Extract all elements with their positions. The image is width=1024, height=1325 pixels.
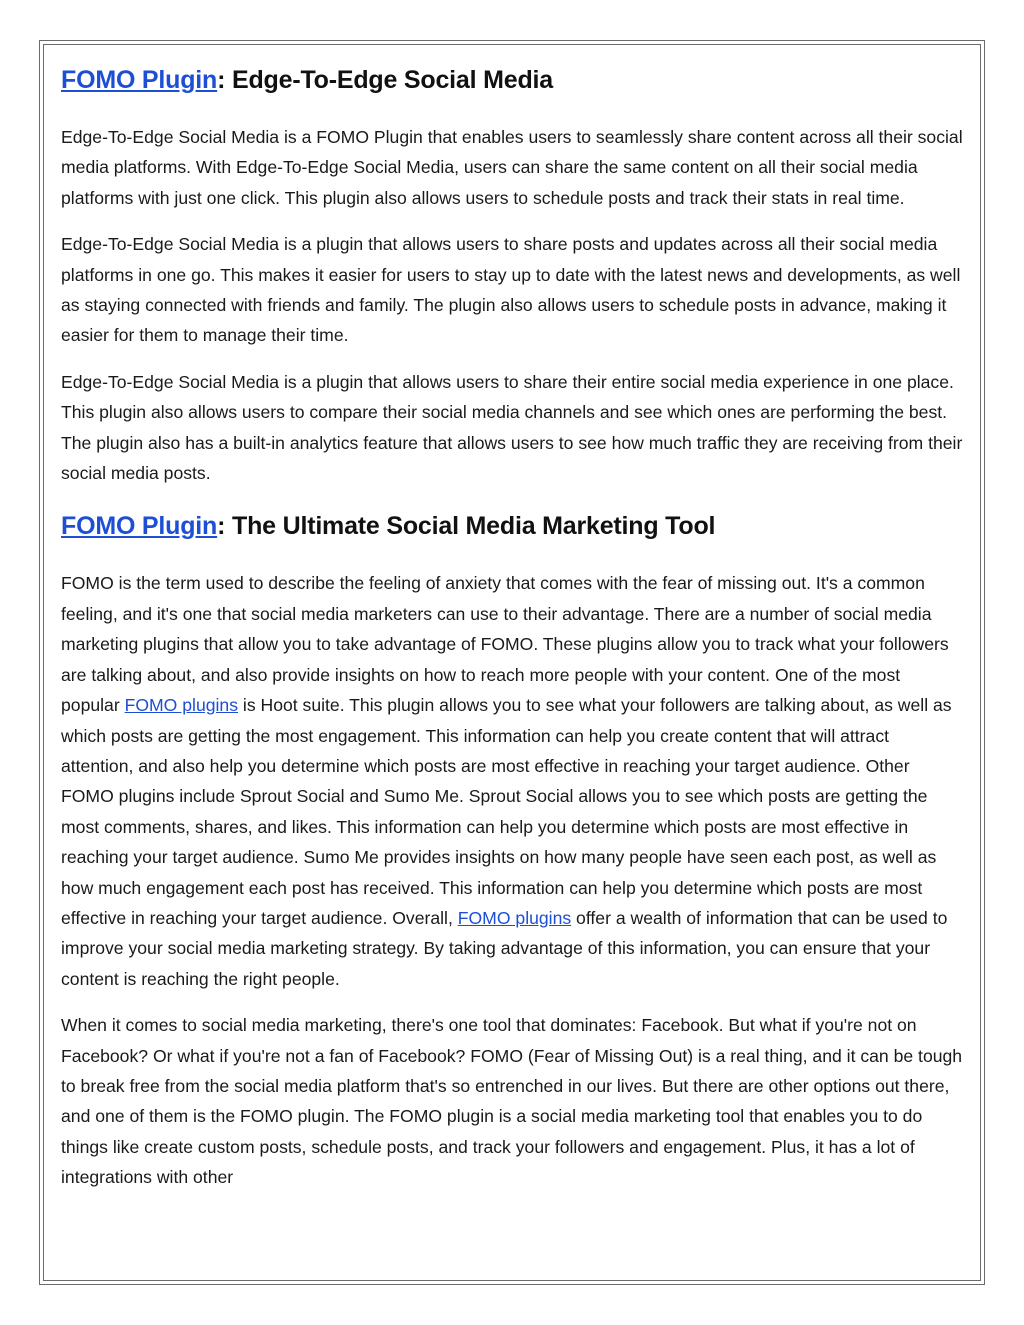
paragraph-with-links xyxy=(61,568,963,994)
fomo-plugin-heading-link[interactable]: FOMO Plugin xyxy=(61,66,218,94)
paragraph: Edge-To-Edge Social Media is a FOMO Plugin that enables users to seamlessly share content across all their social media platforms. With Edge-To-Edge Social Media, users can share the same content on all their social media platforms with just one click. This plugin also allows users to schedule posts and track their stats in real time. xyxy=(61,127,963,208)
fomo-plugins-link[interactable]: FOMO plugins xyxy=(124,695,239,716)
paragraph-text: FOMO is the term used to describe the feeling of anxiety that comes with the fear of missing out. It's a common feeling, and it's one that social media marketers can use to their advantage. There are a number of social media marketing plugins that allow you to take advantage of FOMO. These plugins allow you to track what your followers are talking about, and also provide insights on how to reach more people with your content. One of the most popular xyxy=(61,573,949,716)
paragraph: Edge-To-Edge Social Media is a plugin that allows users to share posts and updates across all their social media platforms in one go. This makes it easier for users to stay up to date with the latest news and developments, as well as staying connected with friends and family. The plugin also allows users to schedule posts in advance, making it easier for them to manage their time. xyxy=(61,234,961,346)
paragraph: When it comes to social media marketing, there's one tool that dominates: Facebook. But what if you're not on Facebook? Or what if you're not a fan of Facebook? FOMO (Fear of Missing Out) is a real thing, and it can be tough to break free from the social media platform that's so entrenched in our lives. But there are other options out there, and one of them is the FOMO plugin. The FOMO plugin is a social media marketing tool that enables you to do things like create custom posts, schedule posts, and track your followers and engagement. Plus, it has a lot of integrations with other xyxy=(61,1015,963,1188)
heading-text: : Edge-To-Edge Social Media xyxy=(217,66,553,94)
fomo-plugins-link[interactable]: FOMO plugins xyxy=(457,907,572,928)
section-heading-edge-to-edge xyxy=(61,60,963,100)
paragraph-text: offer a wealth of information that can be used to improve your social media marketing strategy. By taking advantage of this information, you can ensure that your content is reaching the right people. xyxy=(61,907,948,989)
heading-text: : The Ultimate Social Media Marketing Tool xyxy=(217,512,716,541)
section-heading-ultimate-tool xyxy=(61,506,963,546)
paragraph: Edge-To-Edge Social Media is a plugin that allows users to share their entire social media experience in one place. This plugin also allows users to compare their social media channels and see which ones are performing the best. The plugin also has a built-in analytics feature that allows users to see how much traffic they are receiving from their social media posts. xyxy=(61,371,963,484)
paragraph-text: is Hoot suite. This plugin allows you to see what your followers are talking about, as well as which posts are getting the most engagement. This information can help you create content that will attract attention, and also help you determine which posts are most effective in reaching your target audience. Other FOMO plugins include Sprout Social and Sumo Me. Sprout Social allows you to see which posts are getting the most comments, shares, and likes. This information can help you determine which posts are most effective in reaching your target audience. Sumo Me provides insights on how many people have seen each post, as well as how much engagement each post has received. This information can help you determine which posts are most effective in reaching your target audience. Overall, xyxy=(61,695,952,928)
fomo-plugin-heading-link[interactable]: FOMO Plugin xyxy=(61,512,218,541)
document-content xyxy=(61,60,963,1193)
